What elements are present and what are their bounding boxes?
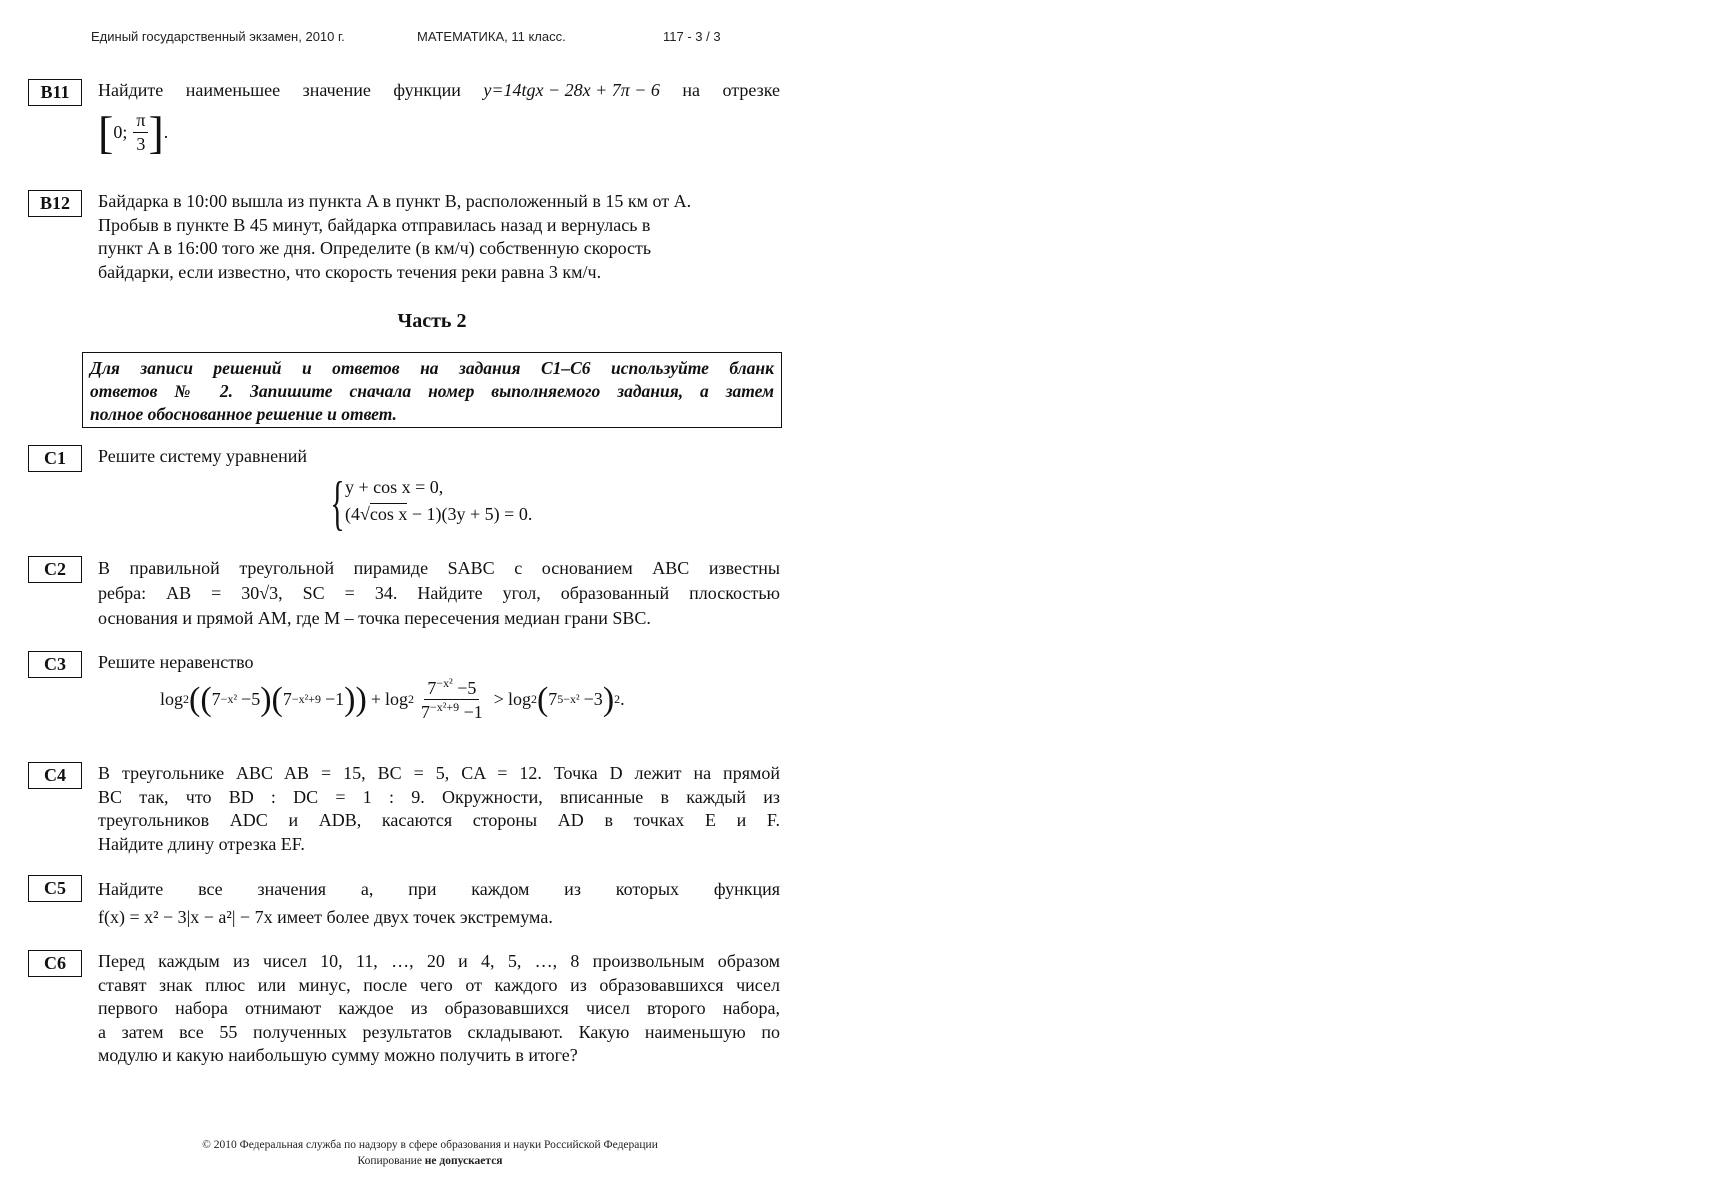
task-line <box>98 79 780 103</box>
log-base: 2 <box>183 692 190 706</box>
task-text <box>98 875 780 931</box>
task-line: Решите систему уравнений <box>98 446 307 466</box>
task-line: Пробыв в пункте B 45 минут, байдарка отправилась назад и вернулась в <box>98 214 651 235</box>
task-c5 <box>28 875 780 935</box>
task-label: C3 <box>28 651 82 678</box>
log: log <box>507 689 531 709</box>
task-line: В правильной треугольной пирамиде SABC с основанием ABC известны <box>98 558 780 578</box>
task-label: B11 <box>28 79 82 106</box>
task-c4 <box>28 762 780 862</box>
subject-title: МАТЕМАТИКА, 11 класс. <box>417 29 566 44</box>
exponent: −x² <box>220 692 238 706</box>
word: отрезке <box>722 80 780 100</box>
task-text <box>98 445 780 469</box>
period: . <box>163 121 169 142</box>
word: наименьшее <box>185 80 281 100</box>
log: log <box>384 689 408 709</box>
copy-notice: Копирование не допускается <box>357 1155 503 1167</box>
word: значение <box>302 80 371 100</box>
log-base: 2 <box>530 692 537 706</box>
exponent: 5−x² <box>557 692 580 706</box>
fraction-den: $7^{-x^2+9} -1$ <box>420 700 483 722</box>
task-text <box>98 950 780 1068</box>
task-label: C6 <box>28 950 82 977</box>
log: log <box>160 689 184 709</box>
task-label: C5 <box>28 875 82 902</box>
fraction-num: $7^{-x^2} -5$ <box>424 676 479 700</box>
interval <box>98 106 780 158</box>
seven: 7 <box>548 689 558 709</box>
paren: )( <box>260 680 283 718</box>
equation-system <box>330 470 533 536</box>
task-label: C1 <box>28 445 82 472</box>
bracket-left: [ <box>98 106 114 158</box>
fraction-den: 3 <box>136 134 146 154</box>
task-line: ставят знак плюс или минус, после чего от каждого из образовавшихся чисел <box>98 974 780 995</box>
term: −1 <box>325 689 345 709</box>
task-text <box>98 762 780 856</box>
plus: + <box>370 689 381 709</box>
task-text <box>98 190 780 284</box>
exponent: 2 <box>614 692 621 706</box>
word: y=14tgx − 28x + 7π − 6 <box>483 80 660 100</box>
copyright: © 2010 Федеральная служба по надзору в сфере образования и науки Российской Федерации <box>202 1139 658 1151</box>
task-line: Решите неравенство <box>98 652 254 672</box>
task-line: а затем все 55 полученных результатов складывают. Какую наименьшую по <box>98 1021 780 1042</box>
exam-title: Единый государственный экзамен, 2010 г. <box>91 29 345 44</box>
bracket-right: ] <box>148 106 164 158</box>
task-c2 <box>28 556 780 636</box>
eq-part: − 1)(3y + 5) = 0. <box>407 504 533 524</box>
note-line: ответов № 2. Запишите сначала номер выполняемого задания, а затем <box>90 381 774 401</box>
log-base: 2 <box>407 692 414 706</box>
word: Найдите <box>98 80 164 100</box>
seven: 7 <box>211 689 221 709</box>
sqrt-sign: √ <box>360 504 370 524</box>
note-line: Для записи решений и ответов на задания С1–С6 используйте бланк <box>90 358 774 378</box>
term: −3 <box>583 689 603 709</box>
fraction <box>133 109 148 157</box>
fraction-num: π <box>133 109 148 134</box>
task-line: модулю и какую наибольшую сумму можно получить в итоге? <box>98 1045 578 1065</box>
task-label: C4 <box>28 762 82 789</box>
term: −5 <box>241 689 261 709</box>
task-line: f(x) = x² − 3|x − a²| − 7x имеет более двух точек экстремума. <box>98 907 553 927</box>
task-c6 <box>28 950 780 1070</box>
task-b11 <box>28 79 780 159</box>
part-title: Часть 2 <box>397 310 467 332</box>
task-text <box>98 79 780 157</box>
word: на <box>682 80 701 100</box>
paren: ( <box>536 680 549 718</box>
note-line: полное обоснованное решение и ответ. <box>90 404 397 424</box>
task-line: Найдите длину отрезка EF. <box>98 833 305 854</box>
inequality <box>160 676 625 723</box>
task-b12 <box>28 190 780 290</box>
greater-than: > <box>493 689 504 709</box>
equation-2 <box>333 498 532 531</box>
eq-part: (4 <box>345 504 360 524</box>
equation-1: y + cos x = 0, <box>345 477 444 497</box>
page-footer <box>160 1137 700 1169</box>
interval-start: 0; <box>113 121 128 142</box>
seven: 7 <box>282 689 292 709</box>
task-line: пункт A в 16:00 того же дня. Определите (в км/ч) собственную скорость <box>98 238 652 258</box>
exponent: −x²+9 <box>291 692 321 706</box>
task-label: C2 <box>28 556 82 583</box>
word: функции <box>393 80 461 100</box>
instructions-box <box>82 352 782 428</box>
task-text <box>98 651 780 675</box>
task-line: ребра: AB = 30√3, SC = 34. Найдите угол, образованный плоскостью <box>98 583 780 603</box>
fraction <box>418 676 486 723</box>
task-line: BC так, что BD : DC = 1 : 9. Окружности, вписанные в каждый из <box>98 786 780 807</box>
task-line: байдарки, если известно, что скорость течения реки равна 3 км/ч. <box>98 261 602 282</box>
paren: ) <box>602 680 615 718</box>
radicand: cos x <box>369 504 408 524</box>
page-number: 117 - 3 / 3 <box>663 29 721 44</box>
task-label: B12 <box>28 190 82 217</box>
paren: )) <box>344 680 367 718</box>
task-line: первого набора отнимают каждое из образовавшихся чисел второго набора, <box>98 998 780 1018</box>
brace: { <box>330 470 345 536</box>
task-line: Перед каждым из чисел 10, 11, …, 20 и 4, 5, …, 8 произвольным образом <box>98 951 780 971</box>
paren: (( <box>189 680 212 718</box>
task-line: В треугольнике ABC AB = 15, BC = 5, CA = 12. Точка D лежит на прямой <box>98 763 780 783</box>
task-line: Байдарка в 10:00 вышла из пункта A в пункт B, расположенный в 15 км от A. <box>98 191 692 211</box>
task-line: основания и прямой AM, где M – точка пересечения медиан грани SBC. <box>98 608 651 628</box>
task-line: Найдите все значения a, при каждом из которых функция <box>98 879 780 899</box>
task-text <box>98 556 780 631</box>
task-line: треугольников ADC и ADB, касаются стороны AD в точках E и F. <box>98 810 780 830</box>
period: . <box>620 689 625 709</box>
